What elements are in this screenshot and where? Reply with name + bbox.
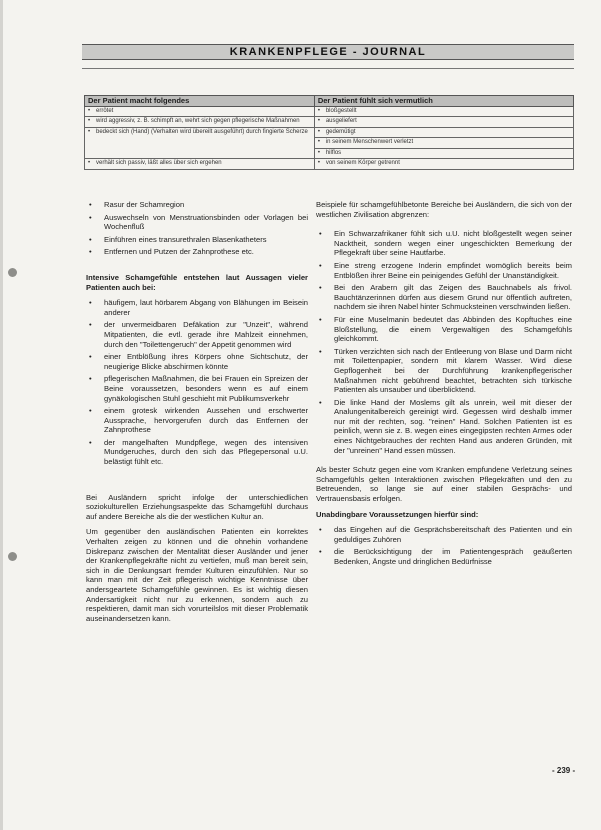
list-item: • Für eine Muselmanin bedeutet das Abbinden des Kopftuches eine Bloßstellung, die einem Vergewaltigen des Schamgefühls gleichkommt.: [316, 315, 572, 344]
table-cell-action: • wird aggressiv, z. B. schimpft an, wehrt sich gegen pflegerische Maßnahmen: [85, 117, 315, 128]
procedure-list: [86, 200, 308, 257]
journal-title: KRANKENPFLEGE - JOURNAL: [229, 46, 427, 58]
table-header-actions: Der Patient macht folgendes: [85, 96, 315, 107]
body-paragraph: Als bester Schutz gegen eine vom Kranken empfundene Verletzung seines Schamgefühls gelten Interaktionen zwischen Pflegekräften und den zu Betreuenden, so lange sie auf einer stabilen Gesprächs- und Vertrauensbasis erfolgen.: [316, 465, 572, 504]
body-paragraph: Bei Ausländern spricht infolge der unterschiedlichen soziokulturellen Erziehungsaspekte das Schamgefühl durchaus auf andere Bereiche als die der westlichen Kultur an.: [86, 492, 308, 521]
table-cell-feeling: • in seinem Menschenwert verletzt: [314, 138, 573, 149]
list-item: • Die linke Hand der Moslems gilt als unrein, weil mit dieser der Analungenitalbereich gereinigt wird. Gegessen wird deshalb immer nur mit der rechten, sog. "reinen" Hand. Solchen Patienten ist es peinlich, wenn sie z. B. wegen eines eingegipsten rechten Armes oder eines Nichtgebrauches der rechten Hand aus anderen Gründen, mit der "unreinen" Hand essen müssen.: [316, 398, 572, 456]
table-cell-feeling: • hilflos: [314, 148, 573, 159]
list-item: • der unvermeidbaren Defäkation zur "Unzeit", während Mitpatienten, die evtl. gerade ihre Mahlzeit einnehmen, durch den "Toilettengeruch" der Appetit genommen wird: [86, 320, 308, 349]
table-header-feelings: Der Patient fühlt sich vermutlich: [314, 96, 573, 107]
table-cell-feeling: • von seinem Körper getrennt: [314, 159, 573, 170]
table-row: [85, 106, 574, 117]
left-column: [86, 200, 308, 629]
table-cell-feeling: • ausgeliefert: [314, 117, 573, 128]
list-item: • Bei den Arabern gilt das Zeigen des Bauchnabels als frivol. Bauchtänzerinnen dürfen aus diesem Grund nur öffentlich auftreten, nachdem sie ihren Nabel hinter Schmucksteinen verschwinden ließen.: [316, 283, 572, 312]
table-cell-action: • errötet: [85, 106, 315, 117]
punch-hole: [8, 552, 17, 561]
list-item: • Eine streng erzogene Inderin empfindet womöglich bereits beim Entblößen ihrer Beine ein peinigendes Gefühl der Unanständigkeit.: [316, 261, 572, 280]
list-item: • Entfernen und Putzen der Zahnprothese etc.: [86, 247, 308, 257]
list-item: • die Berücksichtigung der im Patientengespräch geäußerten Bedenken, Ängste und dringlichen Bedürfnisse: [316, 547, 572, 566]
shame-causes-list: [86, 298, 308, 467]
list-item: • häufigem, laut hörbarem Abgang von Blähungen im Beisein anderer: [86, 298, 308, 317]
section-heading: Unabdingbare Voraussetzungen hierfür sind:: [316, 509, 479, 519]
section-heading: Intensive Schamgefühle entstehen laut Aussagen vieler Patienten auch bei:: [86, 272, 308, 292]
table-row: [85, 117, 574, 128]
list-item: • das Eingehen auf die Gesprächsbereitschaft des Patienten und ein geduldiges Zuhören: [316, 525, 572, 544]
list-item: • pflegerischen Maßnahmen, die bei Frauen ein Spreizen der Beine voraussetzen, besonders wenn es auf einem gynäkologischen Stuhl geschieht mit Publikumsverkehr: [86, 374, 308, 403]
list-item: • Türken verzichten sich nach der Entleerung von Blase und Darm nicht mit Toilettenpapier, sondern mit klarem Wasser. Wird diese Gepflogenheit bei der Durchführung krankenpflegerischer Maßnahmen nicht gebührend beachtet, betrachten sich türkische Patienten als unsauber und überblicktend.: [316, 347, 572, 395]
table-row: [85, 127, 574, 138]
journal-header: [82, 44, 574, 60]
body-paragraph: Um gegenüber den ausländischen Patienten ein korrektes Verhalten zeigen zu können und die ohnehin vorhandene Diskrepanz zwischen der Mentalität dieser Ausländer und jener der Krankenpflegekräfte nicht zu vertiefen, muß man bereit sein, sich in die Denkungsart fremder Kulturen einzufühlen. Nur so kann man mit der Zeit pflegerisch wichtige Kenntnisse über andersgeartete Schamgefühle gewinnen. Es ist wichtig diesen Andersartigkeit nicht nur zu erkennen, sondern auch zu respektieren, damit man sich vorurteilslos mit dieser Problematik auseinandersetzen kann.: [86, 527, 308, 623]
table-header-row: [85, 96, 574, 107]
symptom-table: [84, 95, 574, 170]
table-cell-action: • bedeckt sich (Hand) (Verhalten wird übereilt ausgeführt) durch fingierte Scherze: [85, 127, 315, 159]
table-cell-feeling: • gedemütigt: [314, 127, 573, 138]
prerequisites-list: [316, 525, 572, 566]
list-item: • Einführen eines transurethralen Blasenkatheters: [86, 235, 308, 245]
table-cell-feeling: • bloßgestellt: [314, 106, 573, 117]
list-item: • Rasur der Schamregion: [86, 200, 308, 210]
right-column: [316, 200, 572, 575]
body-paragraph: Beispiele für schamgefühlbetonte Bereiche bei Ausländern, die sich von der westlichen Zivilisation abgrenzen:: [316, 200, 572, 219]
page-number: - 239 -: [552, 766, 576, 775]
table-row: [85, 159, 574, 170]
list-item: • Ein Schwarzafrikaner fühlt sich u.U. nicht bloßgestellt wegen seiner Nacktheit, sondern wegen einer ungeschickten Bemerkung der Pflegekraft über seine Hautfarbe.: [316, 229, 572, 258]
punch-hole: [8, 268, 17, 277]
header-divider: [82, 68, 574, 69]
list-item: • einem grotesk wirkenden Aussehen und erschwerter Aussprache, hervorgerufen durch das Entfernen der Zahnprothese: [86, 406, 308, 435]
page-edge: [0, 0, 3, 830]
list-item: • Auswechseln von Menstruationsbinden oder Vorlagen bei Wochenfluß: [86, 213, 308, 232]
foreign-customs-list: [316, 229, 572, 455]
list-item: • einer Entblößung ihres Körpers ohne Sichtschutz, der neugierige Blicke abschirmen könnte: [86, 352, 308, 371]
list-item: • der mangelhaften Mundpflege, wegen des intensiven Mundgeruches, durch den sich das Pflegepersonal u.U. belästigt fühlt etc.: [86, 438, 308, 467]
table-cell-action: • verhält sich passiv, läßt alles über sich ergehen: [85, 159, 315, 170]
